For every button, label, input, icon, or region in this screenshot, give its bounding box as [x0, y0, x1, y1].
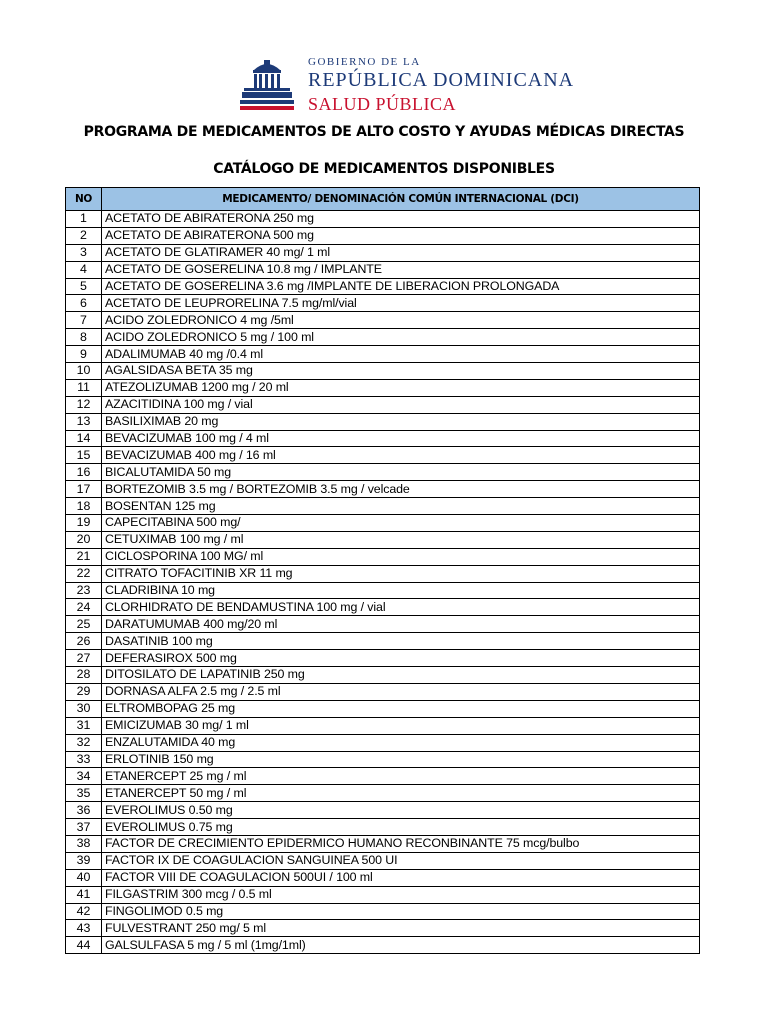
row-number: 7 — [66, 312, 102, 329]
row-number: 28 — [66, 667, 102, 684]
page-subtitle: CATÁLOGO DE MEDICAMENTOS DISPONIBLES — [213, 161, 555, 177]
row-number: 1 — [66, 211, 102, 228]
medicine-name: DORNASA ALFA 2.5 mg / 2.5 ml — [102, 683, 700, 700]
table-row — [66, 683, 700, 700]
table-row — [66, 768, 700, 785]
medicine-name: ACETATO DE GOSERELINA 10.8 mg / IMPLANTE — [102, 261, 700, 278]
logo — [236, 56, 575, 118]
medicine-name: AZACITIDINA 100 mg / vial — [102, 396, 700, 413]
medicine-name: ACIDO ZOLEDRONICO 5 mg / 100 ml — [102, 329, 700, 346]
row-number: 31 — [66, 717, 102, 734]
row-number: 43 — [66, 920, 102, 937]
table-row — [66, 717, 700, 734]
medicine-name: DASATINIB 100 mg — [102, 633, 700, 650]
page-title: PROGRAMA DE MEDICAMENTOS DE ALTO COSTO Y AYUDAS MÉDICAS DIRECTAS — [83, 124, 685, 140]
medicine-name: ELTROMBOPAG 25 mg — [102, 700, 700, 717]
medicine-name: ETANERCEPT 50 mg / ml — [102, 785, 700, 802]
medicine-name: CICLOSPORINA 100 MG/ ml — [102, 548, 700, 565]
medicine-name: ACETATO DE ABIRATERONA 500 mg — [102, 227, 700, 244]
row-number: 11 — [66, 379, 102, 396]
medicine-name: FULVESTRANT 250 mg/ 5 ml — [102, 920, 700, 937]
medicine-name: FACTOR VIII DE COAGULACION 500UI / 100 ml — [102, 869, 700, 886]
medicine-name: BOSENTAN 125 mg — [102, 498, 700, 515]
table-row — [66, 548, 700, 565]
table-row — [66, 937, 700, 954]
table-row — [66, 903, 700, 920]
table-row — [66, 295, 700, 312]
row-number: 39 — [66, 852, 102, 869]
row-number: 24 — [66, 599, 102, 616]
medicine-name: CLORHIDRATO DE BENDAMUSTINA 100 mg / vial — [102, 599, 700, 616]
row-number: 5 — [66, 278, 102, 295]
medicine-name: DEFERASIROX 500 mg — [102, 650, 700, 667]
medicine-name: ADALIMUMAB 40 mg /0.4 ml — [102, 346, 700, 363]
row-number: 20 — [66, 531, 102, 548]
medicine-name: CETUXIMAB 100 mg / ml — [102, 531, 700, 548]
table-row — [66, 396, 700, 413]
medicine-name: ACETATO DE ABIRATERONA 250 mg — [102, 211, 700, 228]
table-row — [66, 312, 700, 329]
table-row — [66, 633, 700, 650]
row-number: 30 — [66, 700, 102, 717]
table-row — [66, 802, 700, 819]
table-row — [66, 869, 700, 886]
column-header-no: NO — [66, 188, 102, 211]
row-number: 34 — [66, 768, 102, 785]
table-row — [66, 447, 700, 464]
medicine-name: EMICIZUMAB 30 mg/ 1 ml — [102, 717, 700, 734]
table-row — [66, 261, 700, 278]
medicine-name: CITRATO TOFACITINIB XR 11 mg — [102, 565, 700, 582]
medicine-name: EVEROLIMUS 0.50 mg — [102, 802, 700, 819]
table-row — [66, 227, 700, 244]
row-number: 25 — [66, 616, 102, 633]
medicine-name: ACIDO ZOLEDRONICO 4 mg /5ml — [102, 312, 700, 329]
medicine-name: AGALSIDASA BETA 35 mg — [102, 363, 700, 380]
medicine-name: DARATUMUMAB 400 mg/20 ml — [102, 616, 700, 633]
medicine-name: ACETATO DE LEUPRORELINA 7.5 mg/ml/vial — [102, 295, 700, 312]
table-row — [66, 413, 700, 430]
row-number: 22 — [66, 565, 102, 582]
table-row — [66, 329, 700, 346]
table-row — [66, 515, 700, 532]
table-row — [66, 498, 700, 515]
palace-seal-icon — [236, 58, 298, 116]
medicine-name: BICALUTAMIDA 50 mg — [102, 464, 700, 481]
table-row — [66, 886, 700, 903]
medicine-name: ATEZOLIZUMAB 1200 mg / 20 ml — [102, 379, 700, 396]
row-number: 13 — [66, 413, 102, 430]
row-number: 3 — [66, 244, 102, 261]
table-row — [66, 751, 700, 768]
medicine-name: ETANERCEPT 25 mg / ml — [102, 768, 700, 785]
row-number: 12 — [66, 396, 102, 413]
medicine-name: ENZALUTAMIDA 40 mg — [102, 734, 700, 751]
table-row — [66, 700, 700, 717]
row-number: 35 — [66, 785, 102, 802]
table-row — [66, 852, 700, 869]
table-row — [66, 346, 700, 363]
table-row — [66, 565, 700, 582]
row-number: 9 — [66, 346, 102, 363]
table-row — [66, 650, 700, 667]
medicine-name: ACETATO DE GOSERELINA 3.6 mg /IMPLANTE DE LIBERACION PROLONGADA — [102, 278, 700, 295]
medicine-name: FACTOR DE CRECIMIENTO EPIDERMICO HUMANO RECONBINANTE 75 mcg/bulbo — [102, 835, 700, 852]
table-row — [66, 211, 700, 228]
row-number: 40 — [66, 869, 102, 886]
table-row — [66, 599, 700, 616]
row-number: 44 — [66, 937, 102, 954]
row-number: 10 — [66, 363, 102, 380]
row-number: 15 — [66, 447, 102, 464]
medicine-name: DITOSILATO DE LAPATINIB 250 mg — [102, 667, 700, 684]
medicine-name: CLADRIBINA 10 mg — [102, 582, 700, 599]
row-number: 37 — [66, 819, 102, 836]
table-row — [66, 244, 700, 261]
medicine-name: BASILIXIMAB 20 mg — [102, 413, 700, 430]
medicine-name: BEVACIZUMAB 100 mg / 4 ml — [102, 430, 700, 447]
table-row — [66, 531, 700, 548]
row-number: 27 — [66, 650, 102, 667]
row-number: 17 — [66, 481, 102, 498]
row-number: 14 — [66, 430, 102, 447]
medicine-name: BEVACIZUMAB 400 mg / 16 ml — [102, 447, 700, 464]
table-row — [66, 379, 700, 396]
table-row — [66, 667, 700, 684]
column-header-medicamento: MEDICAMENTO/ DENOMINACIÓN COMÚN INTERNACIONAL (DCI) — [102, 188, 700, 211]
table-header-row — [66, 188, 700, 211]
row-number: 18 — [66, 498, 102, 515]
row-number: 26 — [66, 633, 102, 650]
row-number: 4 — [66, 261, 102, 278]
table-row — [66, 481, 700, 498]
medicine-name: ERLOTINIB 150 mg — [102, 751, 700, 768]
medicine-name: CAPECITABINA 500 mg/ — [102, 515, 700, 532]
table-row — [66, 430, 700, 447]
row-number: 38 — [66, 835, 102, 852]
table-row — [66, 819, 700, 836]
row-number: 42 — [66, 903, 102, 920]
medicine-name: FACTOR IX DE COAGULACION SANGUINEA 500 UI — [102, 852, 700, 869]
table-row — [66, 582, 700, 599]
row-number: 19 — [66, 515, 102, 532]
table-row — [66, 734, 700, 751]
logo-line-republica: REPÚBLICA DOMINICANA — [308, 69, 575, 91]
table-row — [66, 785, 700, 802]
table-body — [66, 211, 700, 954]
row-number: 33 — [66, 751, 102, 768]
row-number: 29 — [66, 683, 102, 700]
medicine-name: GALSULFASA 5 mg / 5 ml (1mg/1ml) — [102, 937, 700, 954]
table-row — [66, 363, 700, 380]
row-number: 6 — [66, 295, 102, 312]
logo-line-gobierno: GOBIERNO DE LA — [308, 56, 421, 68]
row-number: 32 — [66, 734, 102, 751]
table-row — [66, 464, 700, 481]
medicine-name: FINGOLIMOD 0.5 mg — [102, 903, 700, 920]
table-row — [66, 835, 700, 852]
medicine-name: FILGASTRIM 300 mcg / 0.5 ml — [102, 886, 700, 903]
medicine-name: ACETATO DE GLATIRAMER 40 mg/ 1 ml — [102, 244, 700, 261]
row-number: 41 — [66, 886, 102, 903]
medicine-name: BORTEZOMIB 3.5 mg / BORTEZOMIB 3.5 mg / velcade — [102, 481, 700, 498]
row-number: 36 — [66, 802, 102, 819]
table-row — [66, 278, 700, 295]
table-row — [66, 616, 700, 633]
logo-line-salud: SALUD PÚBLICA — [308, 94, 457, 114]
row-number: 21 — [66, 548, 102, 565]
medicines-table — [65, 187, 700, 954]
row-number: 8 — [66, 329, 102, 346]
row-number: 2 — [66, 227, 102, 244]
row-number: 23 — [66, 582, 102, 599]
table-row — [66, 920, 700, 937]
medicine-name: EVEROLIMUS 0.75 mg — [102, 819, 700, 836]
row-number: 16 — [66, 464, 102, 481]
